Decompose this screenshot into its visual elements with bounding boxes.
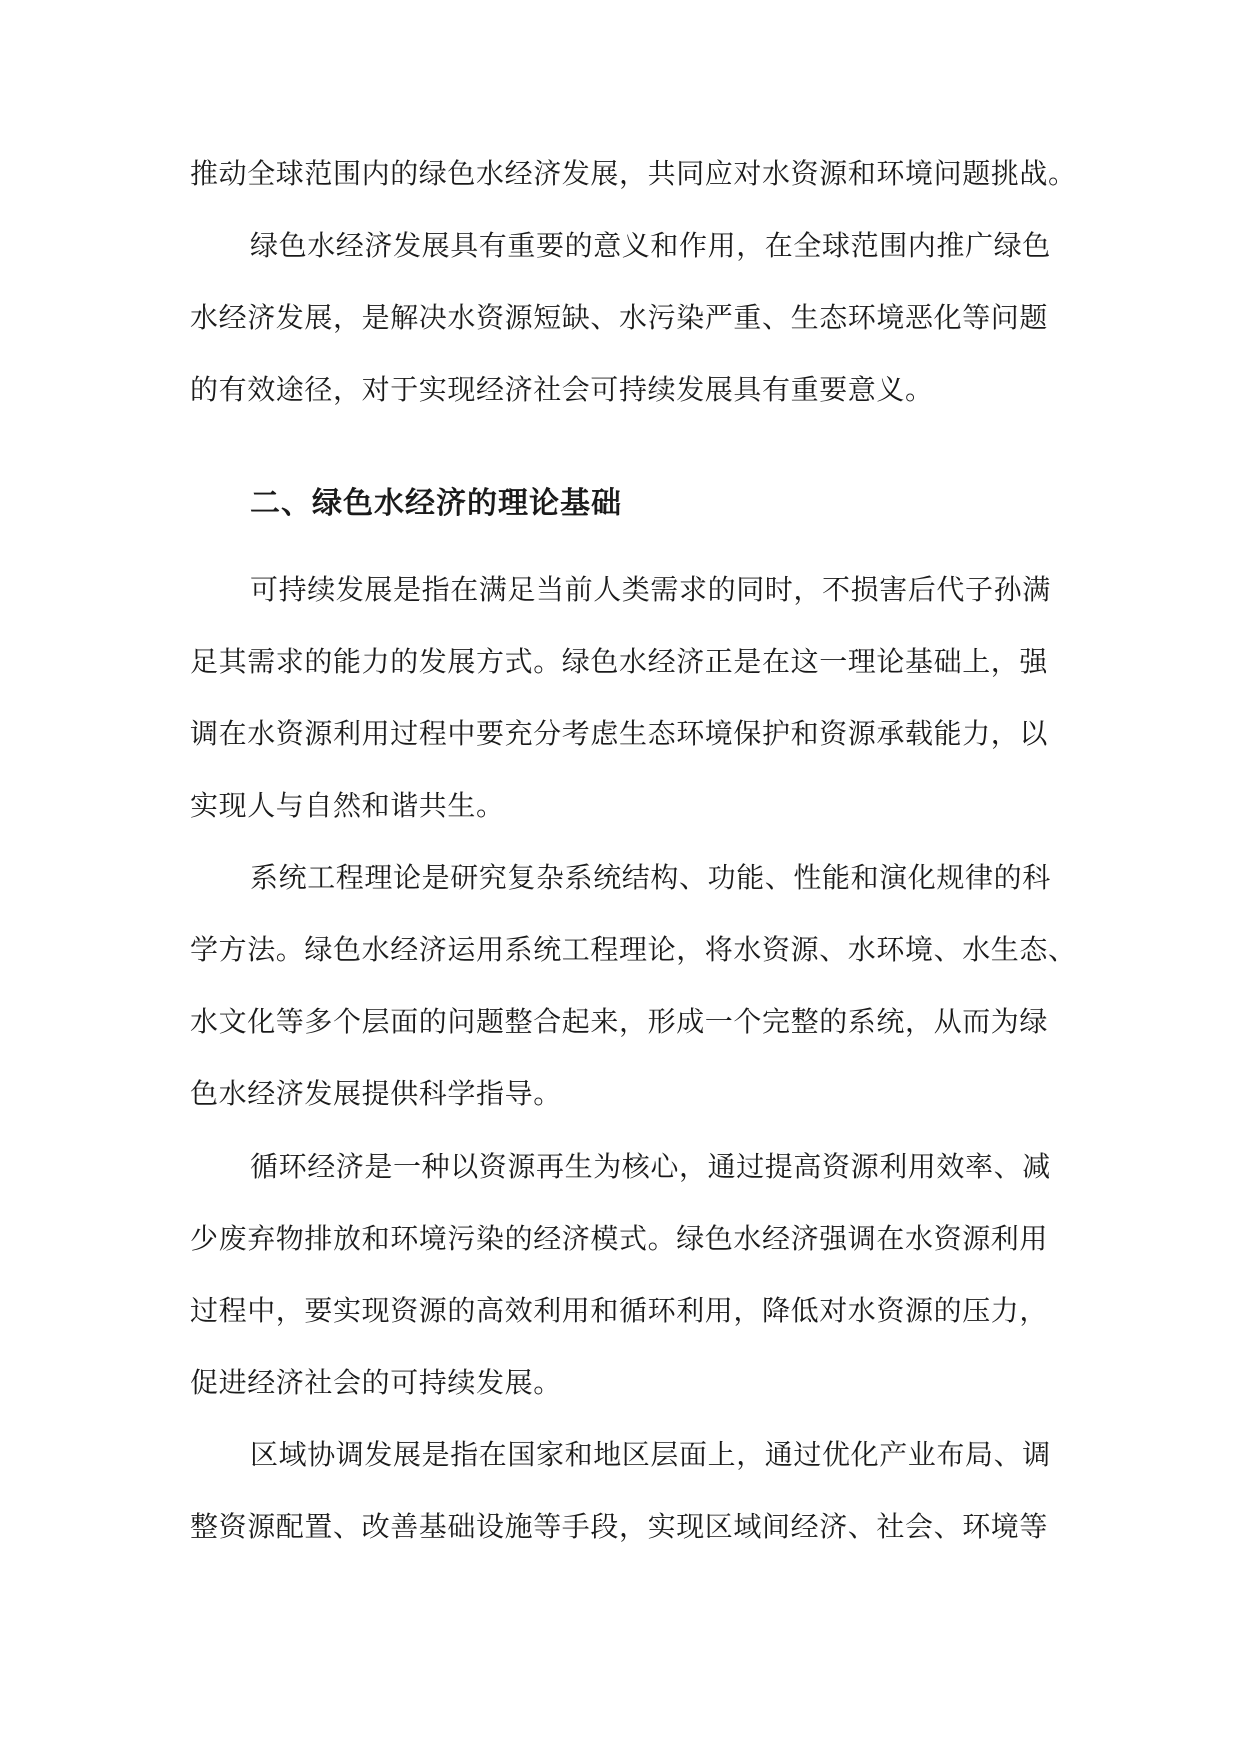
text-line: 学方法。绿色水经济运用系统工程理论，将水资源、水环境、水生态、 <box>190 933 1077 966</box>
text-line: 调在水资源利用过程中要充分考虑生态环境保护和资源承载能力，以 <box>190 717 1049 750</box>
text-line: 水经济发展，是解决水资源短缺、水污染严重、生态环境恶化等问题 <box>190 301 1049 334</box>
text-line: 整资源配置、改善基础设施等手段，实现区域间经济、社会、环境等 <box>190 1510 1049 1543</box>
text-line: 足其需求的能力的发展方式。绿色水经济正是在这一理论基础上，强 <box>190 645 1049 678</box>
text-line: 水文化等多个层面的问题整合起来，形成一个完整的系统，从而为绿 <box>190 1005 1049 1038</box>
section-heading: 二、绿色水经济的理论基础 <box>250 486 622 521</box>
text-line: 少废弃物排放和环境污染的经济模式。绿色水经济强调在水资源利用 <box>190 1222 1049 1255</box>
text-line: 的有效途径，对于实现经济社会可持续发展具有重要意义。 <box>190 373 934 406</box>
text-line: 实现人与自然和谐共生。 <box>190 789 505 822</box>
text-line: 促进经济社会的可持续发展。 <box>190 1366 562 1399</box>
text-line: 区域协调发展是指在国家和地区层面上，通过优化产业布局、调 <box>250 1438 1051 1471</box>
text-line: 可持续发展是指在满足当前人类需求的同时，不损害后代子孙满 <box>250 573 1051 606</box>
text-line: 系统工程理论是研究复杂系统结构、功能、性能和演化规律的科 <box>250 861 1051 894</box>
text-line: 绿色水经济发展具有重要的意义和作用，在全球范围内推广绿色 <box>250 229 1051 262</box>
text-line: 过程中，要实现资源的高效利用和循环利用，降低对水资源的压力， <box>190 1294 1049 1327</box>
text-line: 循环经济是一种以资源再生为核心，通过提高资源利用效率、减 <box>250 1150 1051 1183</box>
text-line: 推动全球范围内的绿色水经济发展，共同应对水资源和环境问题挑战。 <box>190 157 1077 190</box>
text-line: 色水经济发展提供科学指导。 <box>190 1077 562 1110</box>
